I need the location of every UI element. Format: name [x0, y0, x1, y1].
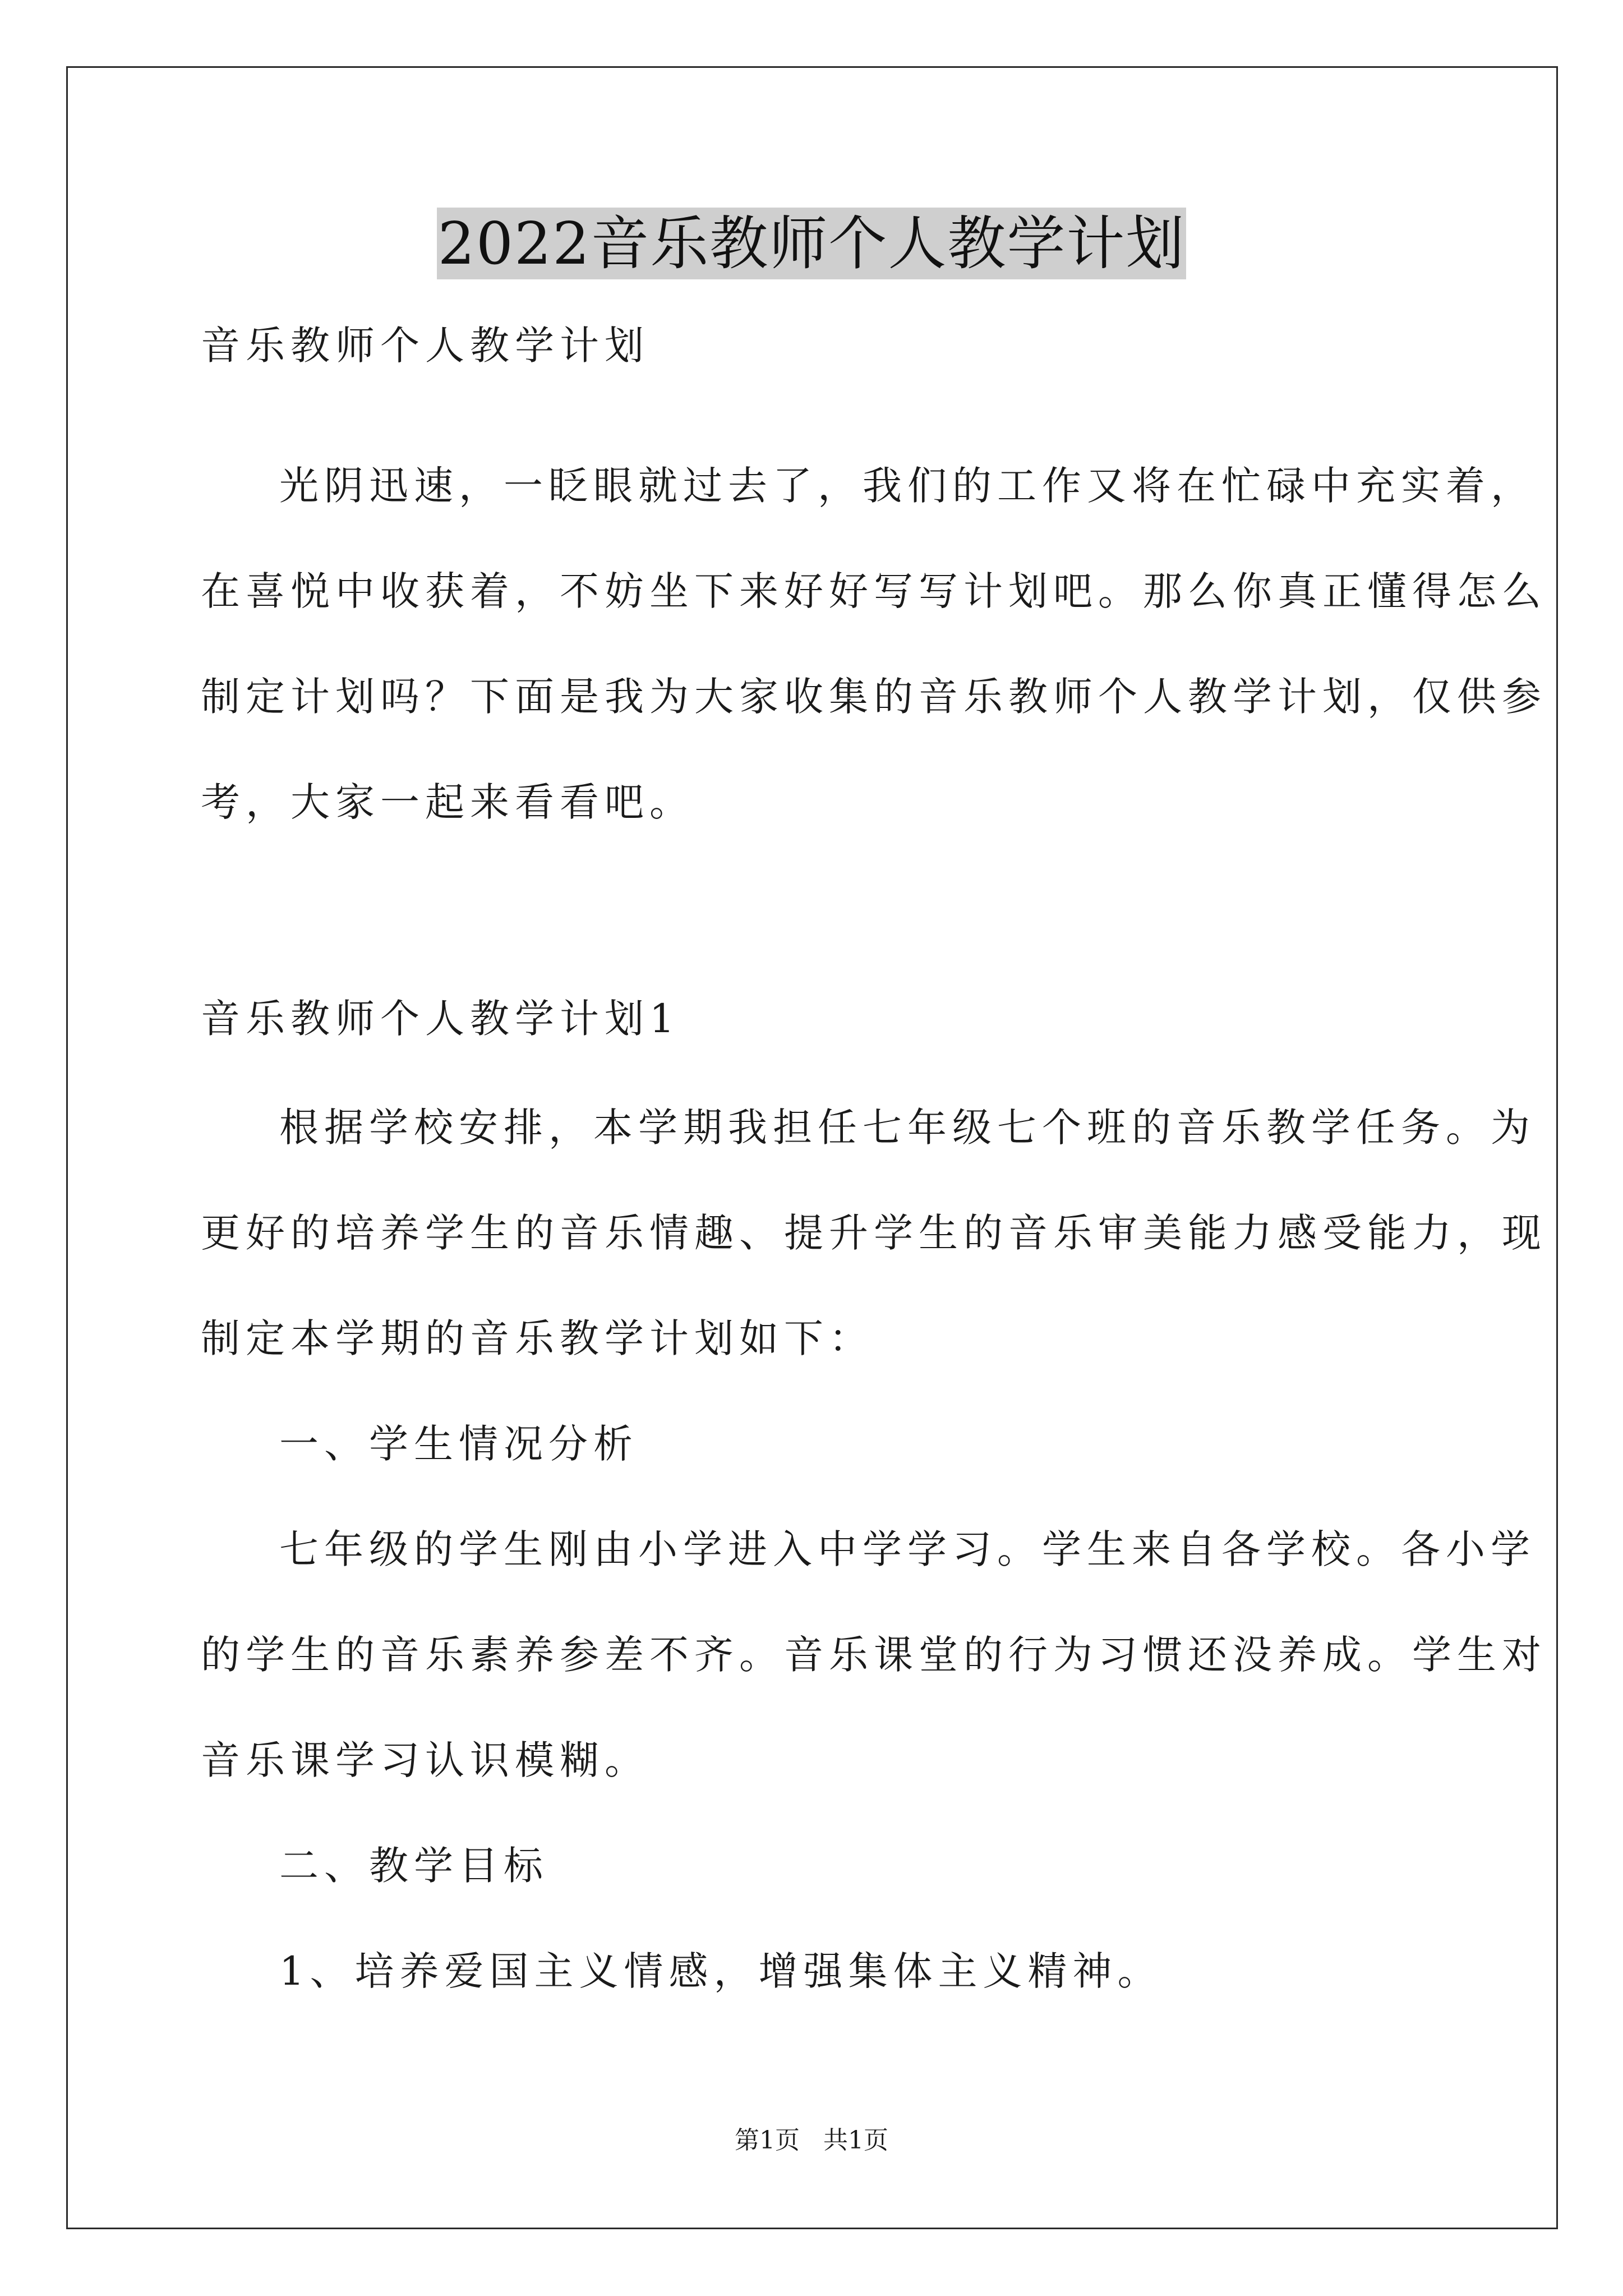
page-footer: [0, 2125, 1623, 2156]
section-1-line-1: 根据学校安排，本学期我担任七年级七个班的音乐教学任务。为: [279, 1105, 1536, 1151]
section-1-heading: 音乐教师个人教学计划1: [201, 996, 680, 1042]
subheading: 音乐教师个人教学计划: [201, 323, 649, 369]
section-1-line-2: 更好的培养学生的音乐情趣、提升学生的音乐审美能力感受能力，现: [201, 1210, 1547, 1256]
page-current: 第1页: [735, 2126, 800, 2155]
part-2-heading: 二、教学目标: [279, 1843, 548, 1889]
page-total: 共1页: [823, 2126, 888, 2155]
part-1-heading: 一、学生情况分析: [279, 1421, 638, 1467]
document-title: 2022音乐教师个人教学计划: [437, 208, 1187, 279]
goal-1: 1、培养爱国主义情感，增强集体主义精神。: [279, 1948, 1163, 1994]
section-1-line-3: 制定本学期的音乐教学计划如下：: [201, 1315, 874, 1361]
intro-line-4: 考，大家一起来看看吧。: [201, 779, 694, 825]
part-1-line-1: 七年级的学生刚由小学进入中学学习。学生来自各学校。各小学: [279, 1526, 1536, 1572]
part-1-line-3: 音乐课学习认识模糊。: [201, 1737, 649, 1783]
part-1-line-2: 的学生的音乐素养参差不齐。音乐课堂的行为习惯还没养成。学生对: [201, 1632, 1547, 1678]
intro-line-3: 制定计划吗？下面是我为大家收集的音乐教师个人教学计划，仅供参: [201, 674, 1547, 720]
intro-line-1: 光阴迅速，一眨眼就过去了，我们的工作又将在忙碌中充实着，: [279, 463, 1536, 509]
title-container: [0, 208, 1623, 279]
intro-line-2: 在喜悦中收获着，不妨坐下来好好写写计划吧。那么你真正懂得怎么: [201, 568, 1547, 614]
